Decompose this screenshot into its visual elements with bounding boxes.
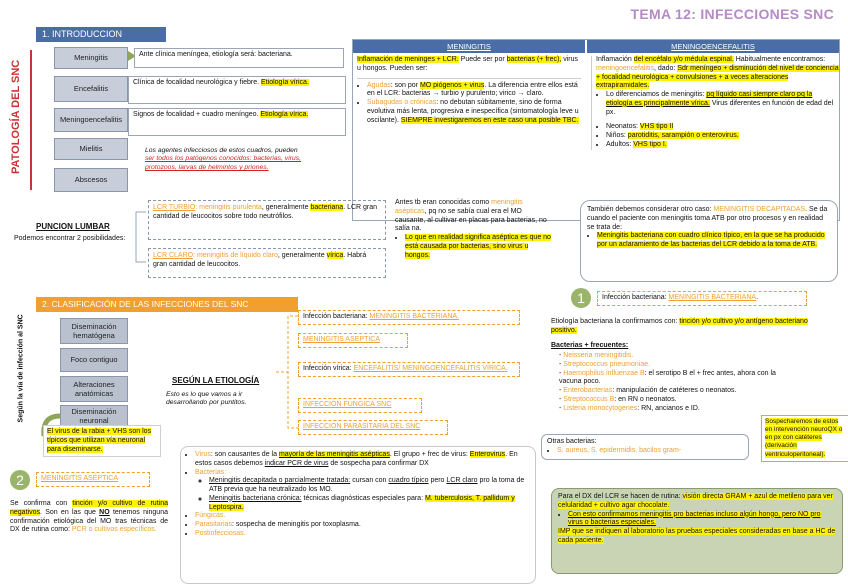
turbio-end: . LCR gran cantidad de leucocitos sobre todo neutrófilos. [153, 204, 378, 220]
intro-header: 1. INTRODUCCION [36, 27, 166, 42]
bact-etio [551, 318, 831, 336]
label-mielitis: Mielitis [54, 138, 128, 160]
desc-encefalitis [128, 76, 346, 104]
neuronal-note [43, 425, 161, 457]
asep-text [10, 500, 168, 535]
bact-item-6-name: Listeria monocytogenes [563, 404, 638, 412]
asep-no: NO [99, 508, 110, 516]
decap-box [580, 200, 838, 282]
asep-c: tenemos ninguna confirmación etiológica del MO tras técnicas de DX de rutina como: [10, 508, 168, 534]
asep-a: Se confirma con [10, 500, 73, 507]
aseptica-detail [180, 446, 536, 584]
etio-item-1 [298, 310, 520, 325]
table-head-meningoencefalitis: MENINGOENCEFALITIS [587, 40, 839, 53]
claro-or: : meningitis de líquido claro [193, 252, 278, 259]
enc-b: Habitualmente encontramos: [733, 56, 826, 63]
mid-bacterias [195, 469, 529, 513]
etio-item-1-or: MENINGITIS BACTERIANA. [369, 313, 460, 320]
decap-b: . Se da cuando el paciente con meningitis toma ATB por otro procesos y en realidad se trata de: [587, 206, 828, 231]
etio-item-3-label: Infección vírica: [303, 365, 354, 372]
desc-meningoencefalitis [128, 108, 346, 136]
etio-item-1-label: Infección bacteriana: [303, 313, 370, 320]
otras-label: Otras bacterias: [547, 438, 597, 445]
mid-fung: Fúngicas. [195, 512, 226, 520]
sidebar-pat [4, 50, 32, 190]
mid-virus-hl: mayoría de las meningitis asépticas [278, 451, 390, 458]
bact-item-3: - Haemophilus influenzae B: el serotipo B el + frec antes, ahora con la vacuna poco. [559, 369, 776, 386]
enc-b1-end: Virus diferentes en función de edad del px. [606, 99, 834, 116]
mid-post: Postinfecciosas. [195, 529, 246, 537]
intro-note-red: ser todos los patógenos conocidos: bacterias, virus, protozoos, larvas de helmintos y priones. [145, 155, 302, 171]
puncion-text: Podemos encontrar 2 posibilidades: [14, 235, 126, 242]
comparison-table [352, 39, 840, 221]
enc-b1: Lo diferenciamos de meningitis: [606, 91, 707, 98]
antes-bullet [405, 234, 553, 260]
mid-decap-t3: pro la toma de ATB previa que ha neutralizado los MO. [209, 477, 525, 493]
bact-header-or: MENINGITIS BACTERIANA [668, 294, 757, 301]
enc-b3-a: Niños: [606, 132, 628, 139]
bact-etio-a: Etiología bacteriana la confirmamos con: [551, 318, 680, 325]
claro-text: , generalmente [277, 252, 327, 259]
men-intro-hl: Inflamación de meninges + LCR. [357, 56, 459, 63]
page-title: TEMA 12: INFECCIONES SNC [630, 6, 834, 22]
etio-item-4 [298, 398, 422, 413]
men-intro-hl2: bacterias (+ frec), [506, 56, 562, 63]
turbio-label: LCR TURBIO [153, 204, 196, 211]
dx-bul: Con esto confirmamos meningitis pro bacterias incluso algún hongo, pero NO pro virus o bacterias especiales. [568, 510, 821, 527]
mid-virus-c: . En estos casos debemos [195, 451, 518, 467]
enc-hl: del encéfalo y/o médula espinal. [633, 56, 734, 63]
mid-cron-hl: M. tuberculosis, T. pallidum y Leptospira. [209, 494, 515, 511]
bact-item-1: - Neisseria meningitidis. [559, 352, 634, 359]
men-intro-end: virus u hongos. Pueden ser: [357, 56, 579, 72]
bact-item-5-rest: : en RN o neonatos. [614, 395, 677, 403]
enc-b3-hl: parotiditis, sarampión o enterovirus. [627, 132, 739, 139]
intro-note [145, 147, 307, 172]
lcr-turbio-box [148, 200, 386, 240]
enc-b4-hl: VHS tipo I. [633, 140, 667, 148]
bact-header-a: Infección bacteriana: [602, 294, 669, 301]
lcr-claro-box [148, 248, 386, 278]
enc-b4-a: Adultos: [606, 140, 634, 148]
bact-list [551, 352, 791, 413]
bact-item-3-name: Haemophilus influenzae B [563, 369, 645, 377]
mid-decap-u: Meningitis decapitada o parcialmente tratada: [209, 477, 351, 485]
bact-item-1-name: Neisseria meningitidis. [563, 352, 634, 359]
mid-parasitarias [195, 521, 529, 530]
agudas-end: . La diferencia entre ellos está en el LCR: bacterias → turbio y purulento; virico → claro. [367, 81, 578, 98]
mid-post [195, 530, 529, 539]
decap-bullet [597, 232, 831, 250]
mid-decap-t: cursan con [350, 477, 389, 485]
bact-freq-label: Bacterias + frecuentes: [551, 342, 629, 349]
antes-b: , pq no se sabía cual era el MO causante, al cultivar en placas para bacterias, no salía na. [395, 207, 547, 233]
enc-c: , dado: [653, 64, 678, 72]
bact-item-4-rest: : manipulación de catéteres o neonatos. [612, 387, 737, 394]
etio-item-2 [298, 333, 408, 348]
dx-a: Para el DX del LCR se hacen de rutina: [558, 493, 683, 500]
enc-b1-hl: pq líquido casi siempre claro pq la etiología es principalmente vírica. [606, 91, 813, 107]
antes-a: Antes tb eran conocidas como [395, 199, 492, 206]
label-hematogena: Diseminación hematógena [60, 318, 128, 344]
bact-item-2: - Streptococcus pneumoniae. [559, 360, 651, 368]
men-agudas [367, 82, 581, 100]
claro-end: . Habrá gran cantidad de leucocitos. [153, 252, 367, 268]
dx-hl: visión directa GRAM + azul de metileno para ver celularidad + cultivo agar chocolate. [558, 493, 833, 509]
seg-sidebar [14, 312, 30, 432]
bact-etio-hl: tinción y/o cultivo y/o antígeno bacteriano positivo. [551, 318, 808, 334]
mid-paras-or: Parasitarias [195, 521, 232, 528]
desc-meningitis-text: Ante clínica meníngea, etiología será: bacteriana. [139, 51, 293, 58]
mid-decap [209, 477, 529, 495]
dx-box [551, 488, 843, 574]
mid-bact-or: Bacterias: [195, 468, 227, 476]
sospecha-note [761, 415, 848, 462]
dx-imp: IMP que se indiquen al laboratorio las pruebas especiales consideradas en base a HC de cada paciente. [558, 528, 836, 544]
intro-note-pre: Los agentes infecciosos de estos cuadros, pueden [145, 147, 298, 154]
bact-item-6-rest: : RN, ancianos e ID. [637, 404, 700, 412]
sub-text: : no debutan súbitamente, sino de forma evolutiva más lenta, progresiva e inespecífica (sintomatología leve u oscilante). [367, 99, 579, 124]
enc-b2-a: Neonatos: [606, 123, 640, 131]
mid-decap-u2: cuadro típico [388, 477, 429, 485]
claro-label: LCR CLARO [153, 252, 194, 259]
bact-item-5-name: Streptococcus B [563, 395, 615, 403]
enc-or: meningoencefalitis [596, 64, 654, 72]
mid-fungicas [195, 512, 529, 521]
mid-decap-u3: LCR claro [446, 477, 478, 485]
otras-item [557, 447, 743, 456]
claro-hl: vírica [326, 252, 344, 259]
mid-cron-u: Meningitis bacteriana crónica: [209, 494, 302, 502]
bact-item-5: - Streptococcus B: en RN o neonatos. [559, 395, 677, 403]
turbio-or: : meningitis purulenta [195, 204, 262, 211]
etio-item-5-or: INFECCIÓN PARASITARIA DEL SNC [303, 423, 421, 430]
label-encefalitis: Encefalitis [54, 76, 128, 102]
neuronal-hl: El virus de la rabia + VHS son los típicos que utilizan vía neuronal para diseminarse. [47, 428, 152, 453]
men-subagudas [367, 99, 581, 125]
enc-bullet-4 [606, 141, 840, 150]
etio-item-3 [298, 362, 520, 377]
mid-virus-or: Virus [195, 451, 211, 458]
etio-title: SEGÚN LA ETIOLOGÍA [172, 376, 260, 385]
sub-hl: SIEMPRE investigaremos en este caso una posible TBC. [400, 116, 579, 124]
mid-paras-t: : sospecha de meningitis por toxoplasma. [231, 521, 361, 528]
bact-item-4-name: Enterobacterias [563, 387, 613, 394]
agudas-hl: MO piógenos + virus [419, 81, 485, 89]
table-col-meningoenc [591, 56, 840, 150]
etio-item-3-or: ENCEFALITIS/ MENINGOENCEFALITIS VÍRICA. [353, 365, 508, 372]
sub-label: Subagudas o crónicas [367, 99, 437, 106]
label-meningoencefalitis: Meningoencefalitis [54, 108, 128, 132]
clasif-header: 2. CLASIFICACIÓN DE LAS INFECCIONES DEL SNC [36, 297, 298, 312]
asep-or: PCR o cultivos específicos. [71, 526, 157, 534]
mid-virus-b: . El grupo + frec de virus: [389, 451, 470, 458]
desc-meningoenc-text: Signos de focalidad + cuadro meníngeo. [133, 111, 259, 118]
dx-bullet [568, 511, 836, 529]
men-intro-rest: Puede ser por [458, 56, 507, 63]
section-number-2: 2 [10, 470, 30, 490]
sidebar-pat-label: PATOLOGÍA DEL SNC [10, 59, 23, 175]
bracket-lines [128, 206, 150, 268]
decap-or: MENINGITIS DECAPITADAS [713, 206, 806, 213]
mid-virus-a: : son causantes de la [210, 451, 279, 458]
label-abscesos: Abscesos [54, 168, 128, 192]
bact-item-6: - Listeria monocytogenes: RN, ancianos e ID. [559, 404, 700, 412]
enc-hl2: Sdr meníngeo + disminución del nivel de conciencia + focalidad neurológica + convulsiones + a veces alteraciones extrapiramidales. [596, 64, 839, 90]
turbio-hl: bacteriana [310, 204, 344, 211]
asep-b: . Son en las que [39, 508, 100, 516]
bact-header-end: . [756, 294, 759, 301]
decap-a: También debemos considerar otro caso: [587, 206, 714, 213]
desc-meningitis [134, 48, 344, 68]
enc-b2-hl: VHS tipo II [639, 123, 674, 131]
enc-bullet-2 [606, 123, 840, 132]
asep-hl: tinción y/o cultivo de rutina negativos [10, 500, 168, 516]
bact-header [597, 291, 807, 306]
etio-item-5 [298, 420, 448, 435]
asep-header-text: MENINGITIS ASÉPTICA [41, 475, 119, 482]
label-alteraciones: Alteraciones anatómicas [60, 376, 128, 402]
decap-bul-hl: Meningitis bacteriana con cuadro clínico típico, en la que se ha producido por un aclaramiento de las bacterias del LCR debido a la toma de ATB. [597, 232, 825, 248]
sospecha-text: Sospecharemos de estos en intervención neuroQX o en px con catéteres (derivación ventriculoperitoneal). [765, 418, 843, 458]
table-head-meningitis: MENINGITIS [353, 40, 585, 53]
label-neuronal: Diseminación neuronal [60, 405, 128, 427]
antes-bul-hl: Lo que en realidad significa aséptica es que no está causada por bacterias, sino virus u hongos. [405, 234, 551, 259]
etio-item-2-or: MENINGITIS ASEPTICA [303, 336, 381, 343]
antes-block [395, 199, 553, 260]
mid-cron-t: técnicas diagnósticas especiales para: [301, 494, 425, 502]
etio-item-4-or: INFECCIÓN FÚNGICA SNC [303, 401, 392, 408]
mid-cronica [209, 495, 529, 513]
turbio-text: , generalmente [261, 204, 311, 211]
etio-text: Esto es lo que vamos a ir desarrollando por puntitos. [166, 391, 247, 407]
bact-item-2-name: Streptococcus pneumoniae. [563, 360, 651, 368]
antes-or: meningitis asépticas [395, 199, 523, 215]
seg-sidebar-label: Según la vía de infección al SNC [17, 314, 25, 423]
label-foco-contiguo: Foco contiguo [60, 348, 128, 372]
bact-item-4: - Enterobacterias: manipulación de catéteres o neonatos. [559, 387, 737, 394]
otras-text: S. aureus, S. epidermidis, bacilos gram- [557, 446, 682, 454]
agudas-text: : son por [390, 81, 420, 89]
otras-box [541, 434, 749, 460]
bact-item-3-rest: : el serotipo B el + frec antes, ahora con la vacuna poco. [559, 369, 776, 386]
agudas-label: Agudas [367, 81, 391, 89]
mid-virus-d: de sospecha para confirmar DX [328, 459, 429, 467]
label-meningitis: Meningitis [54, 47, 128, 69]
mid-virus [195, 451, 529, 469]
desc-meningoenc-hl: Etiología vírica. [260, 111, 309, 118]
asep-header [36, 472, 150, 487]
desc-encefalitis-text: Clínica de focalidad neurológica y fiebre. [133, 79, 260, 86]
table-col-meningitis [357, 56, 581, 125]
enc-bullet-3 [606, 132, 840, 141]
mid-virus-u: indicar PCR de virus [264, 459, 329, 467]
mid-virus-hl2: Enterovirus [469, 451, 506, 458]
mid-decap-t2: pero [428, 477, 447, 485]
section-number-1: 1 [571, 288, 591, 308]
puncion-title: PUNCION LUMBAR [36, 222, 110, 231]
enc-a: Inflamación [596, 56, 634, 63]
desc-encefalitis-hl: Etiología vírica. [261, 79, 309, 86]
enc-bullet-1 [606, 91, 840, 117]
